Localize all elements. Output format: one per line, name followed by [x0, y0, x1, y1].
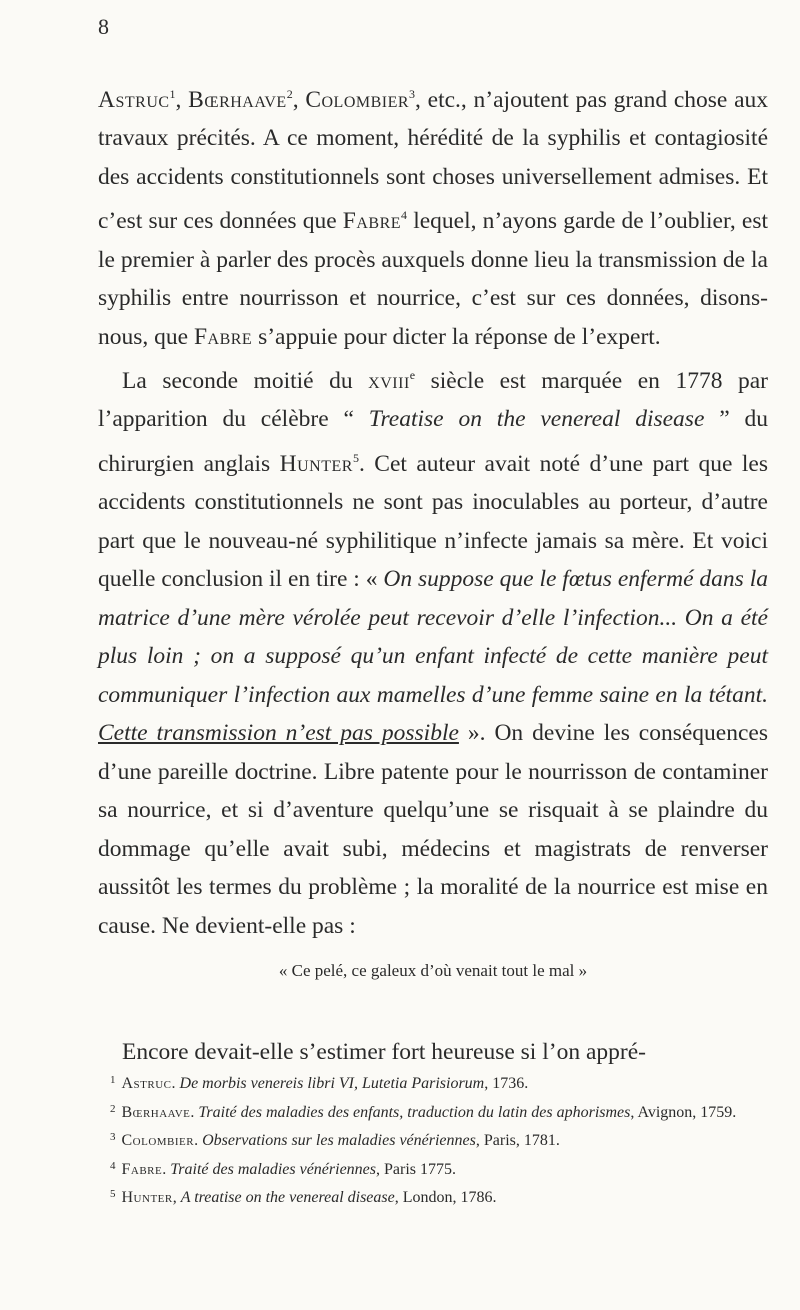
footnote-author: Astruc — [121, 1075, 172, 1092]
footnote-ref-5: 5 — [352, 450, 359, 465]
footnote-sep: . — [171, 1075, 180, 1092]
hunter-quote-underlined: Cette transmission n’est pas possible — [98, 720, 459, 747]
paragraph-1 — [98, 75, 768, 356]
treatise-title: Treatise on the venereal disease — [368, 406, 705, 433]
footnote-4 — [110, 1154, 770, 1183]
footnote-sep: . — [190, 1103, 199, 1121]
footnote-ref-1: 1 — [169, 87, 176, 101]
footnote-tail: , Paris, 1781. — [475, 1132, 560, 1149]
author-fabre-2: Fabre — [193, 323, 253, 350]
paragraph-2 — [98, 356, 768, 945]
paragraph-3-text: Encore devait-elle s’estimer fort heureuse si l’on appré- — [122, 1038, 646, 1065]
footnote-author: Colombier — [121, 1132, 195, 1149]
footnote-tail: , Paris 1775. — [376, 1160, 456, 1178]
hunter-quote: On suppose que le fœtus enfermé dans la matrice d’une mère vérolée peut recevoir d’elle l’infection... On a été plus loin ; on a supposé qu’un enfant infecté de cette manière peut communiquer l’infection aux mamelles d’une femme saine en la tétant. — [98, 566, 768, 708]
footnote-5 — [110, 1182, 770, 1211]
footnote-tail: , London, 1786. — [394, 1189, 497, 1206]
footnote-author: Bœrhaave — [121, 1103, 191, 1121]
main-text — [98, 75, 768, 945]
footnote-number: 4 — [110, 1159, 116, 1172]
text-fragment: ». On devine les conséquences d’une pareille doctrine. Libre patente pour le nourrisson de contaminer sa nourrice, et si d’aventure quelqu’une se risquait à se plaindre du dommage qu’elle avait subi, médecins et magistrats de renverser aussitôt les termes du problème ; la moralité de la nourrice est mise en cause. Ne devient-elle pas : — [98, 720, 768, 939]
footnote-ref-4: 4 — [401, 208, 408, 223]
footnote-3 — [110, 1125, 770, 1154]
verse-quote: « Ce pelé, ce galeux d’où venait tout le mal » — [278, 961, 588, 980]
footnote-sep: . — [162, 1160, 171, 1178]
text-fragment: ” du chirurgien anglais — [98, 406, 768, 477]
footnote-2 — [110, 1097, 770, 1126]
text-fragment: La seconde moitié du — [122, 367, 369, 394]
footnote-number: 2 — [110, 1102, 116, 1115]
text-fragment: , — [292, 86, 306, 113]
footnote-number: 5 — [110, 1188, 116, 1200]
footnotes — [110, 1068, 770, 1211]
footnote-title: Observations sur les maladies vénériennes — [202, 1132, 476, 1149]
footnote-title: De morbis venereis libri VI, Lutetia Parisiorum — [179, 1075, 485, 1092]
footnote-tail: , 1736. — [484, 1075, 529, 1092]
footnote-title: A treatise on the venereal disease — [180, 1189, 395, 1206]
footnote-number: 3 — [110, 1131, 116, 1143]
footnote-1 — [110, 1068, 770, 1097]
footnote-author: Fabre — [121, 1160, 163, 1178]
footnote-number: 1 — [110, 1074, 116, 1086]
footnote-author: Hunter — [121, 1189, 173, 1206]
footnote-tail: , Avignon, 1759. — [630, 1103, 737, 1121]
author-fabre: Fabre — [342, 208, 402, 235]
century: xviii — [368, 367, 410, 394]
text-fragment: , etc., n’ajoutent pas grand chose aux travaux précités. A ce moment, hérédité de la syphilis et contagiosité des accidents constitutionnels sont choses universellement admises. Et c’est sur ces données que — [98, 86, 769, 235]
footnote-sep: , — [172, 1189, 181, 1206]
text-fragment: lequel, n’ayons garde de l’oublier, est le premier à parler des procès auxquels donne lieu la transmission de la syphilis entre nourrisson et nourrice, c’est sur ces données, disons-nous, que — [98, 208, 768, 350]
century-sup: e — [409, 368, 416, 383]
author-hunter: Hunter — [279, 450, 353, 477]
text-fragment: siècle est marquée en 1778 par l’apparition du célèbre “ — [98, 367, 768, 433]
footnote-ref-2: 2 — [286, 87, 293, 101]
author-boerhaave: Bœrhaave — [188, 86, 287, 113]
page-number: 8 — [98, 14, 109, 39]
author-astruc: Astruc — [98, 86, 170, 113]
text-fragment: , — [175, 86, 189, 113]
footnote-title: Traité des maladies vénériennes — [170, 1160, 376, 1178]
footnote-ref-3: 3 — [409, 87, 416, 101]
footnote-title: Traité des maladies des enfants, traduction du latin des aphorismes — [198, 1103, 631, 1121]
author-colombier: Colombier — [305, 86, 410, 113]
text-fragment: s’appuie pour dicter la réponse de l’expert. — [252, 323, 661, 350]
text-fragment: . Cet auteur avait noté d’une part que les accidents constitutionnels ne sont pas inoculables au porteur, d’autre part que le nouveau-né syphilitique n’infecte jamais sa mère. Et voici quelle conclusion il en tire : « — [98, 450, 768, 593]
footnote-sep: . — [194, 1132, 203, 1149]
